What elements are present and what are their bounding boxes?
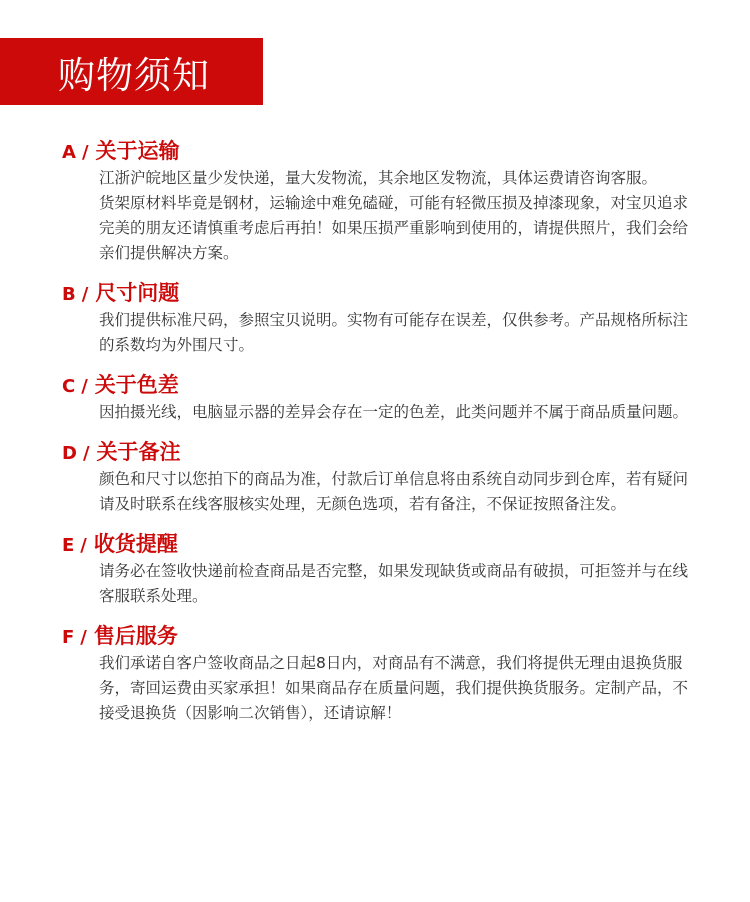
section-heading [62, 437, 692, 467]
section-heading [62, 370, 692, 400]
notice-content [62, 136, 692, 738]
section-heading [62, 529, 692, 559]
section-title: 关于运输 [95, 139, 180, 163]
section-body [62, 651, 692, 726]
section-heading [62, 136, 692, 166]
section-letter: E [62, 535, 75, 556]
section-size [62, 278, 692, 358]
section-shipping [62, 136, 692, 266]
section-paragraph: 请务必在签收快递前检查商品是否完整，如果发现缺货或商品有破损，可拒签并与在线客服联系处理。 [99, 562, 689, 605]
section-color [62, 370, 692, 425]
section-title: 关于色差 [94, 373, 179, 397]
section-paragraph: 颜色和尺寸以您拍下的商品为准，付款后订单信息将由系统自动同步到仓库，若有疑问请及时联系在线客服核实处理，无颜色选项，若有备注，不保证按照备注发。 [99, 470, 689, 513]
section-letter: B [62, 284, 76, 305]
section-separator: / [81, 376, 88, 397]
section-title: 关于备注 [96, 440, 181, 464]
section-after-sales [62, 621, 692, 726]
section-letter: C [62, 376, 76, 397]
section-body [62, 308, 692, 358]
section-letter: A [62, 142, 76, 163]
section-body [62, 166, 692, 266]
section-paragraph: 因拍摄光线，电脑显示器的差异会存在一定的色差，此类问题并不属于商品质量问题。 [99, 403, 689, 421]
section-separator: / [81, 142, 89, 163]
section-remarks [62, 437, 692, 517]
section-body [62, 559, 692, 609]
section-paragraph: 我们承诺自客户签收商品之日起8日内，对商品有不满意，我们将提供无理由退换货服务，寄回运费由买家承担！如果商品存在质量问题，我们提供换货服务。定制产品，不接受退换货（因影响二次销售），还请谅解！ [99, 654, 689, 722]
section-separator: / [82, 443, 90, 464]
page-title: 购物须知 [58, 53, 210, 97]
section-heading [62, 621, 692, 651]
section-body [62, 400, 692, 425]
header-banner [0, 38, 263, 105]
section-body [62, 467, 692, 517]
section-paragraph: 我们提供标准尺码，参照宝贝说明。实物有可能存在误差，仅供参考。产品规格所标注的系数均为外围尺寸。 [99, 311, 689, 354]
section-separator: / [81, 284, 89, 305]
section-title: 售后服务 [93, 624, 178, 648]
section-receipt [62, 529, 692, 609]
section-separator: / [80, 535, 87, 556]
section-letter: D [62, 443, 77, 464]
section-heading [62, 278, 692, 308]
section-letter: F [62, 627, 75, 648]
section-paragraph: 江浙沪皖地区量少发快递，量大发物流，其余地区发物流，具体运费请咨询客服。 [99, 169, 658, 187]
section-separator: / [80, 627, 87, 648]
section-paragraph: 货架原材料毕竟是钢材，运输途中难免磕碰，可能有轻微压损及掉漆现象，对宝贝追求完美的朋友还请慎重考虑后再拍！如果压损严重影响到使用的，请提供照片，我们会给亲们提供解决方案。 [99, 194, 689, 262]
section-title: 尺寸问题 [95, 281, 180, 305]
section-title: 收货提醒 [93, 532, 178, 556]
